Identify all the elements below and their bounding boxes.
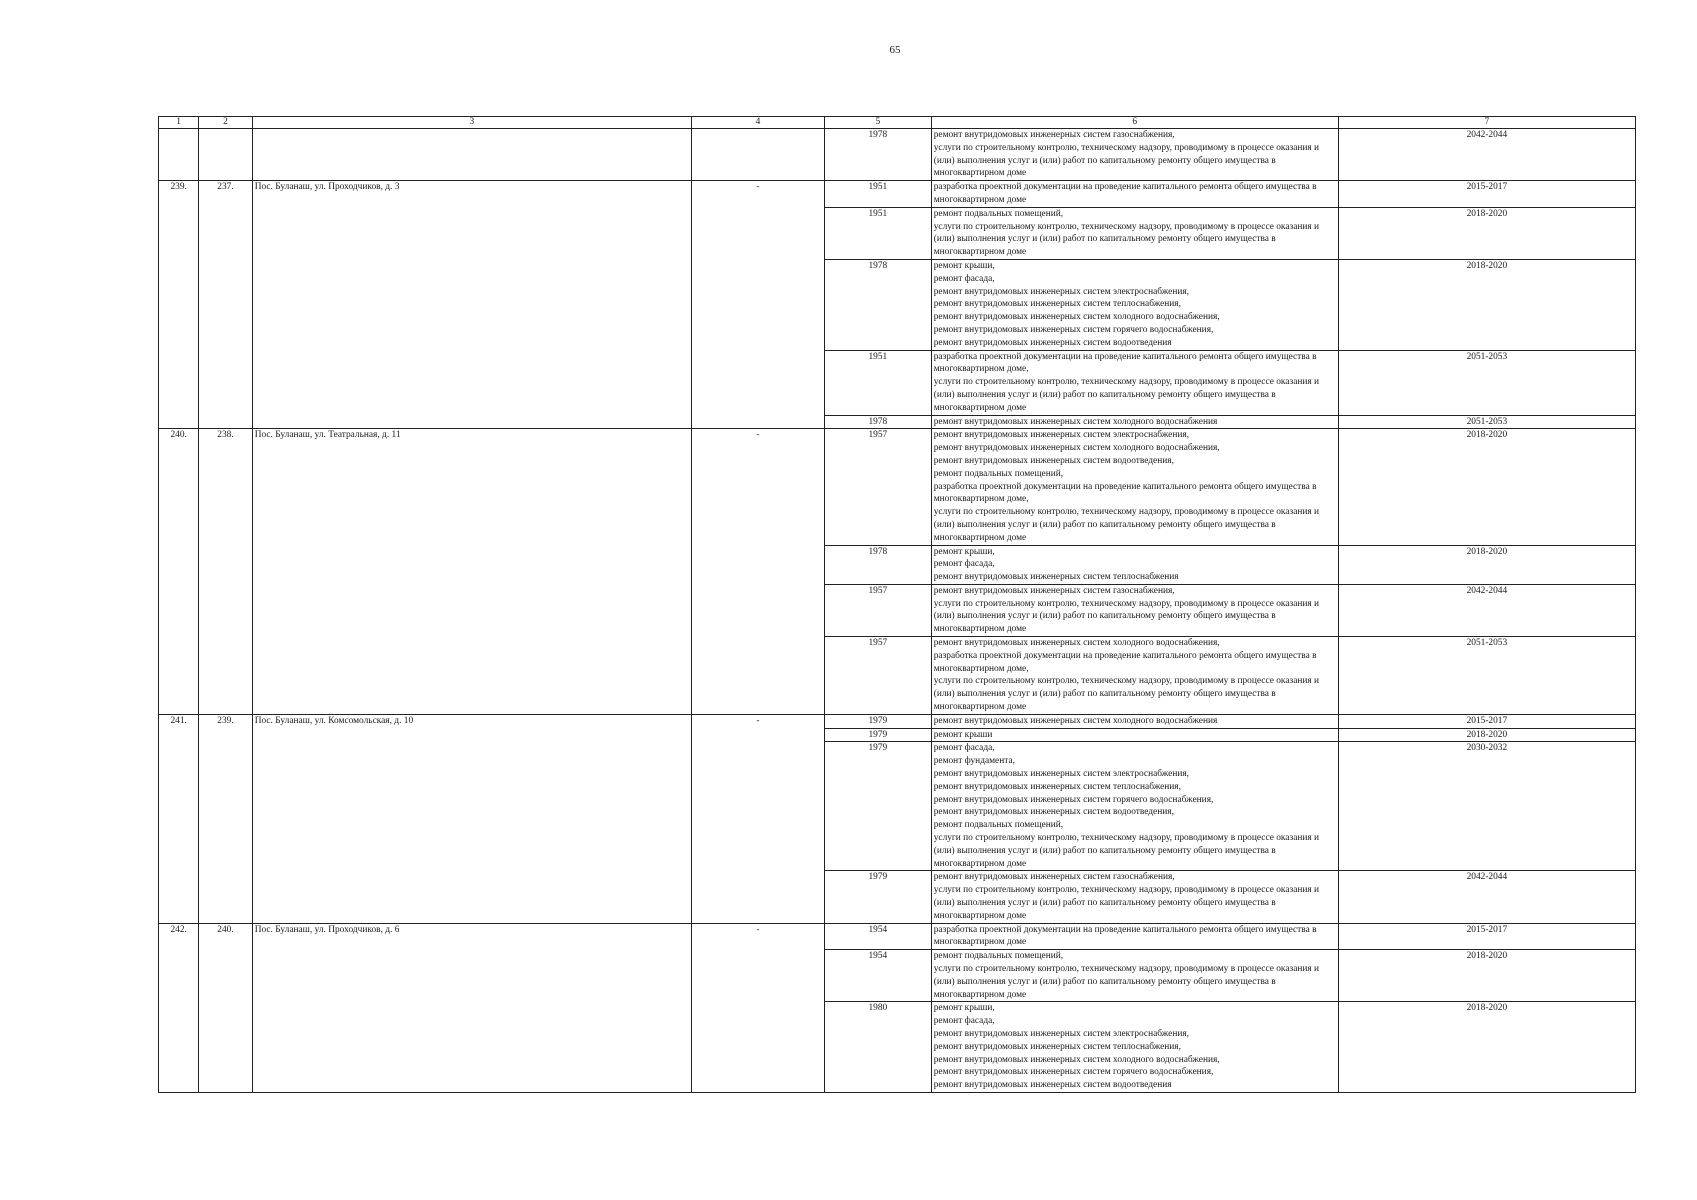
column-header: 2 (199, 117, 252, 129)
column-header: 7 (1338, 117, 1635, 129)
period-cell: 2015-2017 (1338, 923, 1635, 950)
period-cell: 2015-2017 (1338, 181, 1635, 208)
column-4-cell: - (691, 714, 824, 923)
address-cell: Пос. Буланаш, ул. Театральная, д. 11 (252, 429, 691, 715)
period-cell: 2042-2044 (1338, 584, 1635, 636)
year-cell: 1978 (824, 259, 931, 350)
building-number-cell: 238. (199, 429, 252, 715)
year-cell: 1980 (824, 1002, 931, 1093)
year-cell: 1978 (824, 129, 931, 181)
works-cell: разработка проектной документации на проведение капитального ремонта общего имущества в многоквартирном доме (931, 181, 1338, 208)
works-cell: разработка проектной документации на проведение капитального ремонта общего имущества в многоквартирном доме, услуги по строительному контролю, техническому надзору, проводимому в процессе оказания и (или) выполнения услуг и (или) работ по капитальному ремонту общего имущества в многоквартирном доме (931, 350, 1338, 415)
year-cell: 1951 (824, 181, 931, 208)
period-cell: 2018-2020 (1338, 728, 1635, 742)
period-cell: 2015-2017 (1338, 714, 1635, 728)
building-number-cell: 239. (199, 714, 252, 923)
period-cell: 2018-2020 (1338, 429, 1635, 545)
table-row (159, 181, 1636, 208)
column-4-cell: - (691, 923, 824, 1092)
year-cell: 1954 (824, 923, 931, 950)
year-cell: 1979 (824, 728, 931, 742)
header-row (159, 117, 1636, 129)
works-cell: ремонт внутридомовых инженерных систем холодного водоснабжения (931, 714, 1338, 728)
address-cell: Пос. Буланаш, ул. Проходчиков, д. 3 (252, 181, 691, 429)
year-cell: 1951 (824, 350, 931, 415)
year-cell: 1954 (824, 950, 931, 1002)
year-cell: 1957 (824, 637, 931, 715)
period-cell: 2042-2044 (1338, 871, 1635, 923)
blank-cell (199, 129, 252, 181)
works-cell: ремонт внутридомовых инженерных систем электроснабжения, ремонт внутридомовых инженерных систем холодного водоснабжения, ремонт внутридомовых инженерных систем водоотведения, ремонт подвальных помещений, разработка проектной документации на проведение капитального ремонта общего имущества в многоквартирном доме, услуги по строительному контролю, техническому надзору, проводимому в процессе оказания и (или) выполнения услуг и (или) работ по капитальному ремонту общего имущества в многоквартирном доме (931, 429, 1338, 545)
works-cell: ремонт внутридомовых инженерных систем газоснабжения, услуги по строительному контролю, техническому надзору, проводимому в процессе оказания и (или) выполнения услуг и (или) работ по капитальному ремонту общего имущества в многоквартирном доме (931, 129, 1338, 181)
works-cell: разработка проектной документации на проведение капитального ремонта общего имущества в многоквартирном доме (931, 923, 1338, 950)
works-cell: ремонт подвальных помещений, услуги по строительному контролю, техническому надзору, проводимому в процессе оказания и (или) выполнения услуг и (или) работ по капитальному ремонту общего имущества в многоквартирном доме (931, 207, 1338, 259)
address-cell: Пос. Буланаш, ул. Комсомольская, д. 10 (252, 714, 691, 923)
year-cell: 1979 (824, 742, 931, 871)
period-cell: 2018-2020 (1338, 545, 1635, 584)
continuation-row (159, 129, 1636, 181)
blank-cell (691, 129, 824, 181)
row-number-cell: 241. (159, 714, 199, 923)
year-cell: 1978 (824, 415, 931, 429)
column-header: 6 (931, 117, 1338, 129)
period-cell: 2018-2020 (1338, 950, 1635, 1002)
page-number: 65 (889, 44, 901, 56)
row-number-cell: 239. (159, 181, 199, 429)
column-header: 3 (252, 117, 691, 129)
year-cell: 1979 (824, 714, 931, 728)
table-row (159, 923, 1636, 950)
column-4-cell: - (691, 181, 824, 429)
works-cell: ремонт крыши, ремонт фасада, ремонт внутридомовых инженерных систем теплоснабжения (931, 545, 1338, 584)
year-cell: 1957 (824, 584, 931, 636)
year-cell: 1978 (824, 545, 931, 584)
column-header: 1 (159, 117, 199, 129)
row-number-cell: 240. (159, 429, 199, 715)
building-number-cell: 237. (199, 181, 252, 429)
column-header: 4 (691, 117, 824, 129)
column-header: 5 (824, 117, 931, 129)
period-cell: 2018-2020 (1338, 1002, 1635, 1093)
works-cell: ремонт внутридомовых инженерных систем газоснабжения, услуги по строительному контролю, техническому надзору, проводимому в процессе оказания и (или) выполнения услуг и (или) работ по капитальному ремонту общего имущества в многоквартирном доме (931, 871, 1338, 923)
blank-cell (252, 129, 691, 181)
table-row (159, 714, 1636, 728)
works-cell: ремонт крыши (931, 728, 1338, 742)
column-4-cell: - (691, 429, 824, 715)
row-number-cell: 242. (159, 923, 199, 1092)
year-cell: 1951 (824, 207, 931, 259)
year-cell: 1957 (824, 429, 931, 545)
works-cell: ремонт внутридомовых инженерных систем газоснабжения, услуги по строительному контролю, техническому надзору, проводимому в процессе оказания и (или) выполнения услуг и (или) работ по капитальному ремонту общего имущества в многоквартирном доме (931, 584, 1338, 636)
repair-schedule-table (158, 116, 1636, 1093)
year-cell: 1979 (824, 871, 931, 923)
building-number-cell: 240. (199, 923, 252, 1092)
works-cell: ремонт крыши, ремонт фасада, ремонт внутридомовых инженерных систем электроснабжения, ремонт внутридомовых инженерных систем теплоснабжения, ремонт внутридомовых инженерных систем холодного водоснабжения, ремонт внутридомовых инженерных систем горячего водоснабжения, ремонт внутридомовых инженерных систем водоотведения (931, 1002, 1338, 1093)
works-cell: ремонт крыши, ремонт фасада, ремонт внутридомовых инженерных систем электроснабжения, ремонт внутридомовых инженерных систем теплоснабжения, ремонт внутридомовых инженерных систем холодного водоснабжения, ремонт внутридомовых инженерных систем горячего водоснабжения, ремонт внутридомовых инженерных систем водоотведения (931, 259, 1338, 350)
period-cell: 2051-2053 (1338, 415, 1635, 429)
works-cell: ремонт внутридомовых инженерных систем холодного водоснабжения (931, 415, 1338, 429)
period-cell: 2030-2032 (1338, 742, 1635, 871)
period-cell: 2051-2053 (1338, 637, 1635, 715)
address-cell: Пос. Буланаш, ул. Проходчиков, д. 6 (252, 923, 691, 1092)
works-cell: ремонт фасада, ремонт фундамента, ремонт внутридомовых инженерных систем электроснабжения, ремонт внутридомовых инженерных систем теплоснабжения, ремонт внутридомовых инженерных систем горячего водоснабжения, ремонт внутридомовых инженерных систем водоотведения, ремонт подвальных помещений, услуги по строительному контролю, техническому надзору, проводимому в процессе оказания и (или) выполнения услуг и (или) работ по капитальному ремонту общего имущества в многоквартирном доме (931, 742, 1338, 871)
period-cell: 2018-2020 (1338, 207, 1635, 259)
works-cell: ремонт внутридомовых инженерных систем холодного водоснабжения, разработка проектной документации на проведение капитального ремонта общего имущества в многоквартирном доме, услуги по строительному контролю, техническому надзору, проводимому в процессе оказания и (или) выполнения услуг и (или) работ по капитальному ремонту общего имущества в многоквартирном доме (931, 637, 1338, 715)
period-cell: 2018-2020 (1338, 259, 1635, 350)
works-cell: ремонт подвальных помещений, услуги по строительному контролю, техническому надзору, проводимому в процессе оказания и (или) выполнения услуг и (или) работ по капитальному ремонту общего имущества в многоквартирном доме (931, 950, 1338, 1002)
table-body (159, 117, 1636, 1093)
table-row (159, 429, 1636, 545)
period-cell: 2042-2044 (1338, 129, 1635, 181)
period-cell: 2051-2053 (1338, 350, 1635, 415)
blank-cell (159, 129, 199, 181)
